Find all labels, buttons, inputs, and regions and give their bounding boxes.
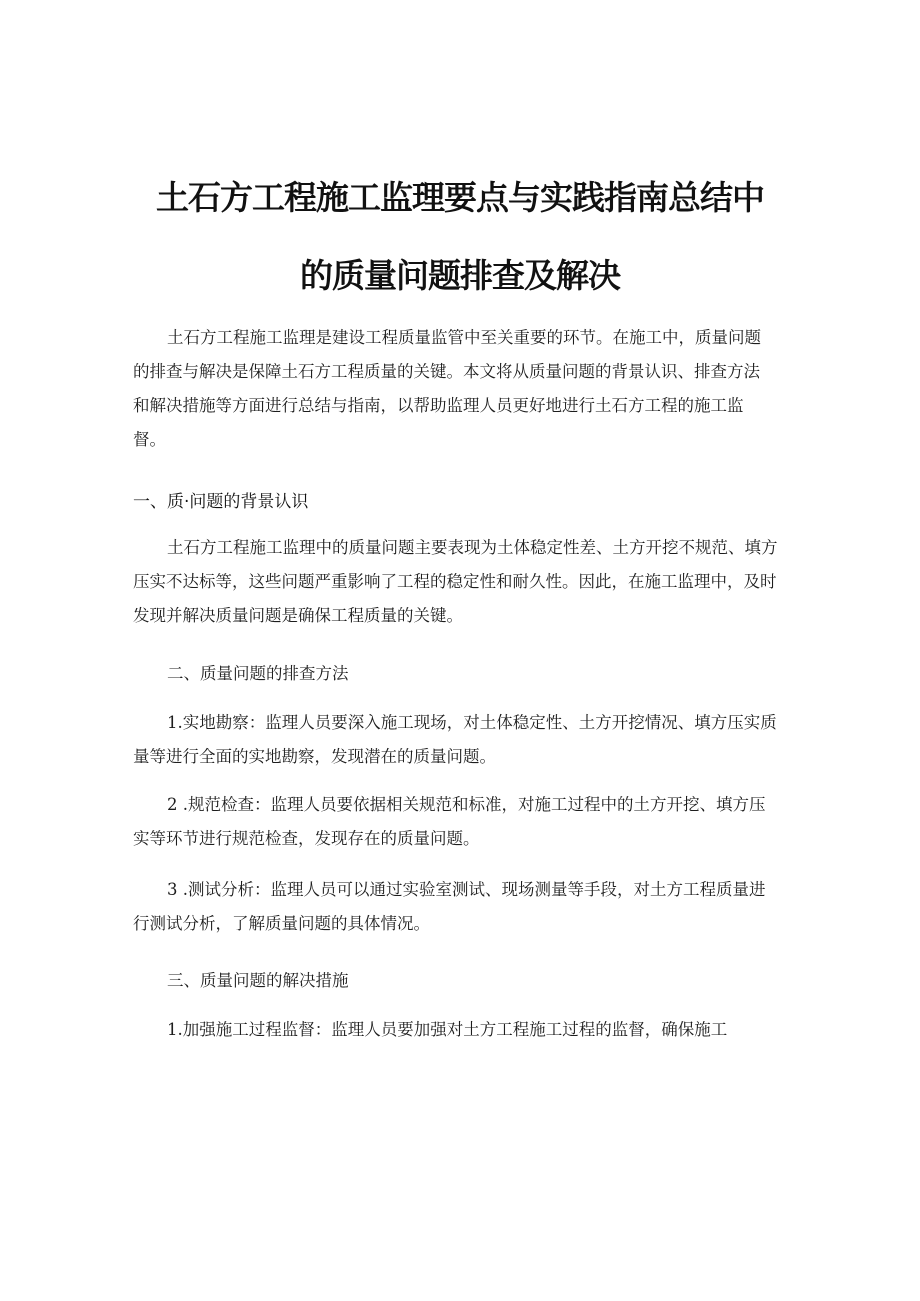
intro-paragraph bbox=[133, 321, 798, 457]
section-3-heading: 三、质量问题的解决措施 bbox=[167, 971, 349, 990]
section-1-paragraph bbox=[133, 531, 798, 633]
section-1-line: 发现并解决质量问题是确保工程质量的关键。 bbox=[133, 606, 463, 625]
section-2-item-3 bbox=[133, 873, 798, 941]
section-2-item-2 bbox=[133, 788, 798, 856]
document-title-line-1: 土石方工程施工监理要点与实践指南总结中 bbox=[156, 178, 764, 217]
section-1-heading: 一、质·问题的背景认识 bbox=[133, 492, 309, 512]
section-2-item-3-line: 3 .测试分析：监理人员可以通过实验室测试、现场测量等手段，对土方工程质量进 bbox=[167, 880, 766, 899]
section-3-item-1 bbox=[133, 1013, 798, 1047]
intro-line: 督。 bbox=[133, 430, 166, 449]
section-1-line: 土石方工程施工监理中的质量问题主要表现为土体稳定性差、土方开挖不规范、填方 bbox=[167, 538, 778, 557]
intro-line: 和解决措施等方面进行总结与指南，以帮助监理人员更好地进行土石方工程的施工监 bbox=[133, 396, 744, 415]
intro-line: 土石方工程施工监理是建设工程质量监管中至关重要的环节。在施工中，质量问题 bbox=[167, 328, 761, 347]
section-2-item-2-line: 实等环节进行规范检查，发现存在的质量问题。 bbox=[133, 829, 480, 848]
section-2-heading: 二、质量问题的排查方法 bbox=[167, 664, 349, 683]
section-1-line: 压实不达标等，这些问题严重影响了工程的稳定性和耐久性。因此，在施工监理中，及时 bbox=[133, 572, 777, 591]
section-2-item-1-line: 量等进行全面的实地勘察，发现潜在的质量问题。 bbox=[133, 747, 496, 766]
document-title-line-2: 的质量问题排查及解决 bbox=[300, 256, 620, 295]
section-2-item-1-line: 1.实地勘察：监理人员要深入施工现场，对土体稳定性、土方开挖情况、填方压实质 bbox=[167, 713, 777, 732]
section-2-item-1 bbox=[133, 706, 798, 774]
intro-line: 的排查与解决是保障土石方工程质量的关键。本文将从质量问题的背景认识、排查方法 bbox=[133, 362, 760, 381]
section-2-item-3-line: 行测试分析，了解质量问题的具体情况。 bbox=[133, 914, 430, 933]
section-3-item-1-line: 1.加强施工过程监督：监理人员要加强对土方工程施工过程的监督，确保施工 bbox=[167, 1020, 728, 1039]
section-2-item-2-line: 2 .规范检查：监理人员要依据相关规范和标准，对施工过程中的土方开挖、填方压 bbox=[167, 795, 766, 814]
